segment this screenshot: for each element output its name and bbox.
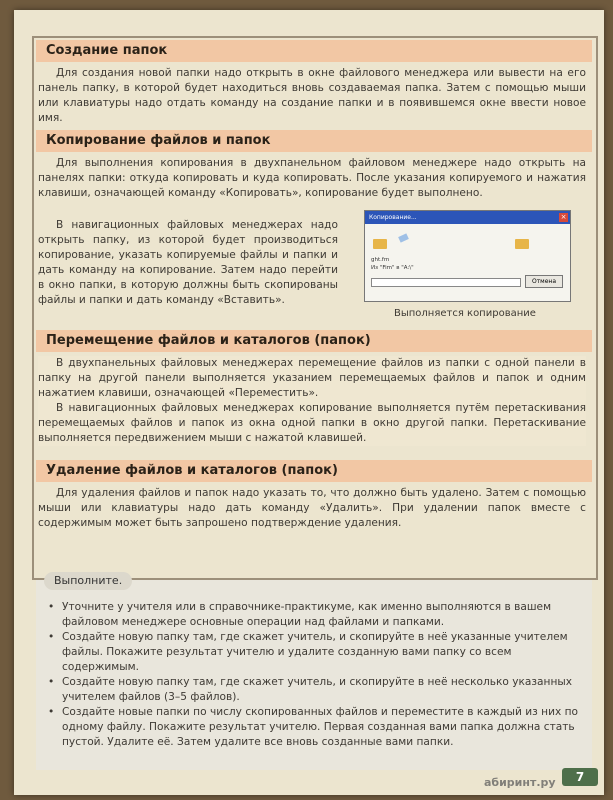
list-item: • Создайте новые папки по числу скопированных файлов и переместите в каждый из них по одному файлу. Покажите результат учителю. Первая созданная вами папка должна стать пустой. Удалите её. Затем удалите все вновь созданные вами папки. [54, 705, 589, 750]
dialog-path: Из "Fim" в "A:\" [371, 265, 414, 271]
progress-bar [371, 278, 521, 287]
heading-delete: Удаление файлов и каталогов (папок) [36, 460, 592, 482]
dialog-file-name: ght.fm [371, 257, 390, 263]
section-copy-nav [38, 218, 338, 308]
flying-paper-icon [398, 233, 409, 242]
heading-create-folders: Создание папок [36, 40, 592, 62]
list-item: • Уточните у учителя или в справочнике-практикуме, как именно выполняются в вашем файловом менеджере основные операции над файлами и папками. [54, 600, 589, 630]
textbook-page [14, 10, 604, 795]
section-create-folders [38, 66, 586, 126]
close-icon: × [560, 213, 567, 221]
list-item: • Создайте новую папку там, где скажет учитель, и скопируйте в неё несколько указанных учителем файлов (3–5 файлов). [54, 675, 589, 705]
folder-icon [515, 239, 529, 249]
dialog-titlebar [365, 211, 570, 224]
heading-copy: Копирование файлов и папок [36, 130, 592, 152]
paragraph: В навигационных файловых менеджерах копирование выполняется путём перетаскивания перемещаемых файлов и папок из окна одной папки в окно другой папки. Перетаскивание выполняется передвижением мыши с нажатой клавишей. [38, 402, 586, 444]
paragraph: В двухпанельных файловых менеджерах перемещение файлов из папки с одной панели в папку на другой панели выполняется указанием перемещаемых файлов и папок и одним нажатием клавиши, означающей «Переместить». [38, 357, 586, 399]
section-move [38, 356, 586, 446]
exercise-list [54, 600, 589, 750]
copy-dialog-screenshot [364, 210, 571, 302]
paragraph: В навигационных файловых менеджерах надо открыть папку, из которой будет производиться копирование, указать копируемые файлы и папки и дать команду на копирование. Затем надо перейти в окно папки, в которую должны быть скопированы файлы и папки и дать команду «Вставить». [38, 219, 338, 306]
paragraph: Для выполнения копирования в двухпанельном файловом менеджере надо открыть на панелях папки: откуда копировать и куда копировать. После указания копируемого и нажатия клавиши, означающей команду «Копировать», копирование будет выполнено. [38, 157, 586, 199]
heading-move: Перемещение файлов и каталогов (папок) [36, 330, 592, 352]
paragraph: Для удаления файлов и папок надо указать то, что должно быть удалено. Затем с помощью мыши или клавиатуры надо дать команду «Удалить». При удалении папок вместе с содержимым может быть запрошено подтверждение удаления. [38, 487, 586, 529]
section-delete [38, 486, 586, 531]
page-number: 7 [562, 768, 598, 786]
section-copy [38, 156, 586, 201]
screenshot-caption: Выполняется копирование [394, 308, 536, 319]
list-item: • Создайте новую папку там, где скажет учитель, и скопируйте в неё указанные учителем файлы. Покажите результат учителю и удалите созданную вами папку со всем содержимым. [54, 630, 589, 675]
dialog-title: Копирование... [369, 214, 417, 221]
paragraph: Для создания новой папки надо открыть в окне файлового менеджера или вывести на его панель папку, в которой будет находиться вновь создаваемая папка. Затем с помощью мыши или клавиатуры надо отдать команду на создание папки и в появившемся окне ввести новое имя. [38, 67, 586, 124]
cancel-button: Отмена [525, 275, 563, 288]
watermark: абиринт.ру [484, 776, 556, 789]
exercise-tag: Выполните. [44, 572, 132, 590]
folder-icon [373, 239, 387, 249]
